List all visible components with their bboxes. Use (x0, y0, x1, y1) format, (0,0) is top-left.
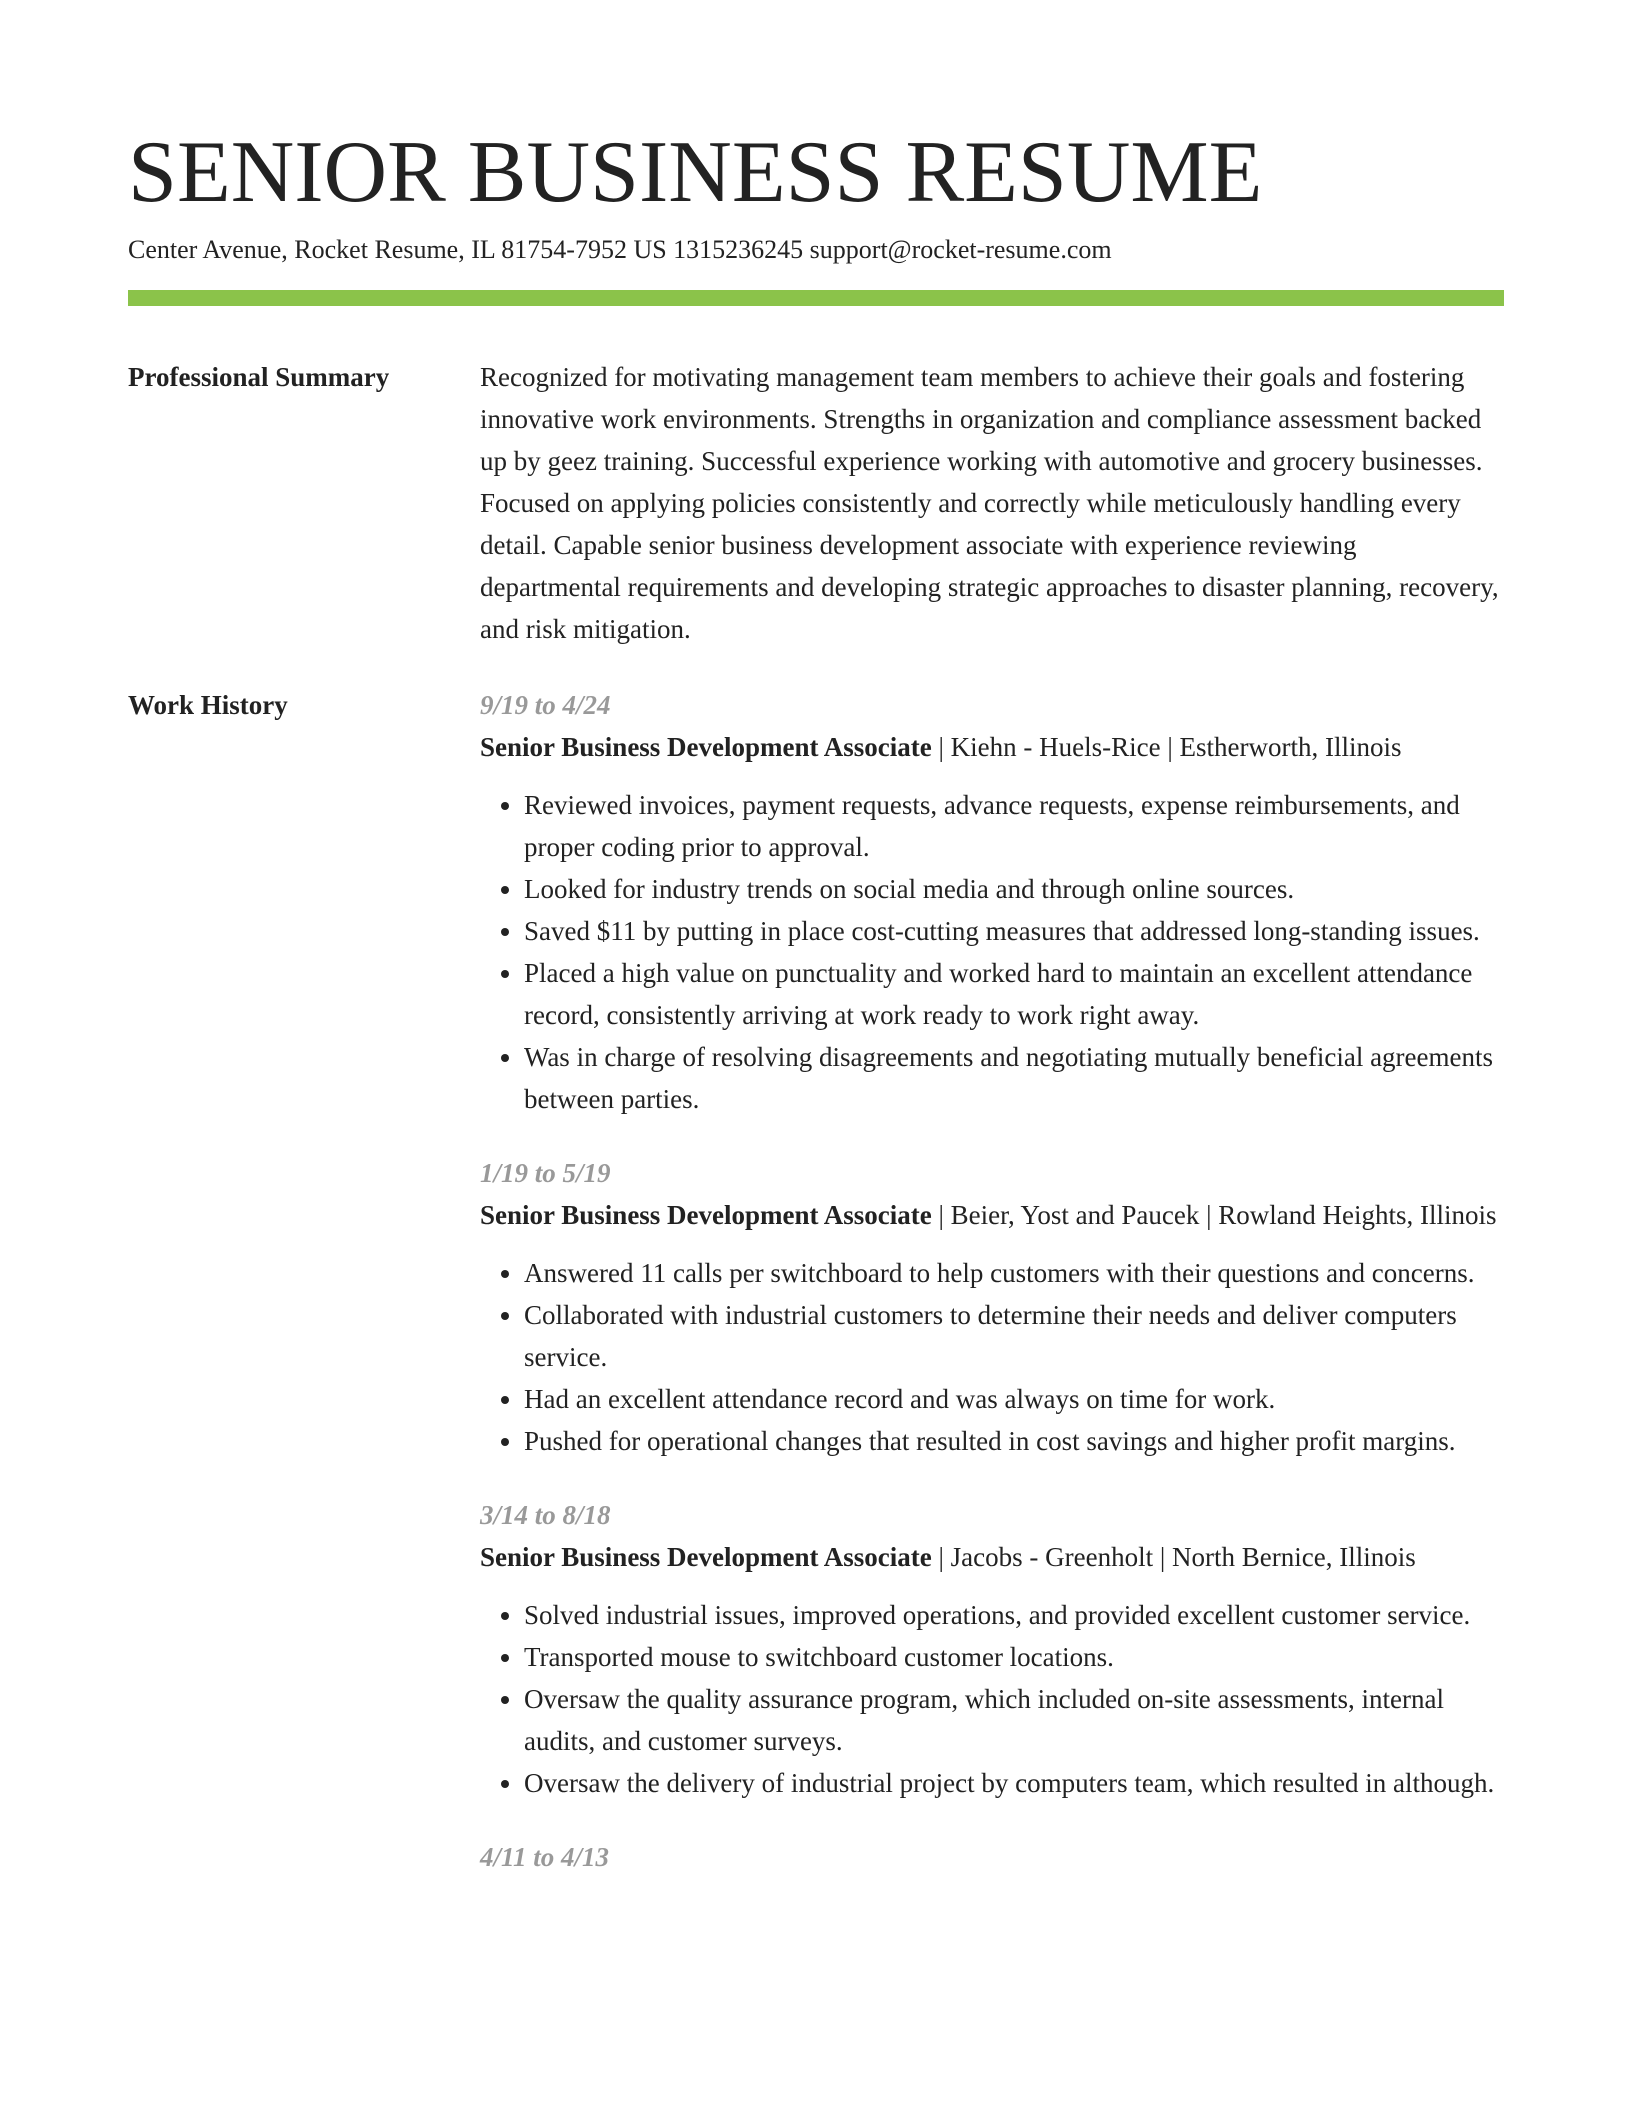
job-bullets (480, 1594, 1504, 1804)
resume-title: SENIOR BUSINESS RESUME (128, 124, 1263, 221)
job-entry (480, 1152, 1504, 1462)
professional-summary-section (128, 356, 1504, 650)
job-dates: 4/11 to 4/13 (480, 1842, 610, 1872)
list-item: • Oversaw the delivery of industrial project by computers team, which resulted in although. (524, 1762, 1504, 1804)
list-item: • Looked for industry trends on social media and through online sources. (524, 868, 1504, 910)
job-details: | Jacobs - Greenholt | North Bernice, Illinois (931, 1542, 1416, 1572)
job-title: Senior Business Development Associate (480, 732, 932, 762)
job-dates: 1/19 to 5/19 (480, 1158, 611, 1188)
header-divider (128, 290, 1504, 306)
job-entry (480, 1494, 1504, 1804)
work-history-section (128, 684, 1504, 1910)
job-details: | Kiehn - Huels-Rice | Estherworth, Illinois (931, 732, 1402, 762)
list-item: • Pushed for operational changes that resulted in cost savings and higher profit margins. (524, 1420, 1504, 1462)
resume-page (128, 0, 1504, 1910)
list-item: • Had an excellent attendance record and was always on time for work. (524, 1378, 1504, 1420)
job-heading (480, 1536, 1504, 1578)
job-bullets (480, 1252, 1504, 1462)
job-heading (480, 1194, 1504, 1236)
section-label-summary: Professional Summary (128, 362, 390, 392)
list-item: • Transported mouse to switchboard customer locations. (524, 1636, 1504, 1678)
list-item: • Reviewed invoices, payment requests, advance requests, expense reimbursements, and proper coding prior to approval. (524, 784, 1504, 868)
summary-text: Recognized for motivating management team members to achieve their goals and fostering innovative work environments. Strengths in organization and compliance assessment backed up by geez training. Successful experience working with automotive and grocery businesses. Focused on applying policies consistently and correctly while meticulously handling every detail. Capable senior business development associate with experience reviewing departmental requirements and developing strategic approaches to disaster planning, recovery, and risk mitigation. (480, 362, 1499, 644)
list-item: • Saved $11 by putting in place cost-cutting measures that addressed long-standing issues. (524, 910, 1504, 952)
job-dates: 3/14 to 8/18 (480, 1500, 611, 1530)
section-label-work-history: Work History (128, 690, 288, 720)
job-entry (480, 684, 1504, 1120)
list-item: • Solved industrial issues, improved operations, and provided excellent customer service. (524, 1594, 1504, 1636)
list-item: • Oversaw the quality assurance program, which included on-site assessments, internal audits, and customer surveys. (524, 1678, 1504, 1762)
job-dates: 9/19 to 4/24 (480, 690, 611, 720)
list-item: • Collaborated with industrial customers to determine their needs and deliver computers service. (524, 1294, 1504, 1378)
job-details: | Beier, Yost and Paucek | Rowland Heights, Illinois (931, 1200, 1497, 1230)
job-title: Senior Business Development Associate (480, 1200, 932, 1230)
list-item: • Answered 11 calls per switchboard to help customers with their questions and concerns. (524, 1252, 1504, 1294)
job-bullets (480, 784, 1504, 1120)
contact-line: Center Avenue, Rocket Resume, IL 81754-7952 US 1315236245 support@rocket-resume.com (128, 235, 1112, 264)
list-item: • Placed a high value on punctuality and worked hard to maintain an excellent attendance record, consistently arriving at work ready to work right away. (524, 952, 1504, 1036)
job-entry (480, 1836, 1504, 1878)
job-title: Senior Business Development Associate (480, 1542, 932, 1572)
job-heading (480, 726, 1504, 768)
list-item: • Was in charge of resolving disagreements and negotiating mutually beneficial agreements between parties. (524, 1036, 1504, 1120)
job-list-container (480, 684, 1504, 1910)
